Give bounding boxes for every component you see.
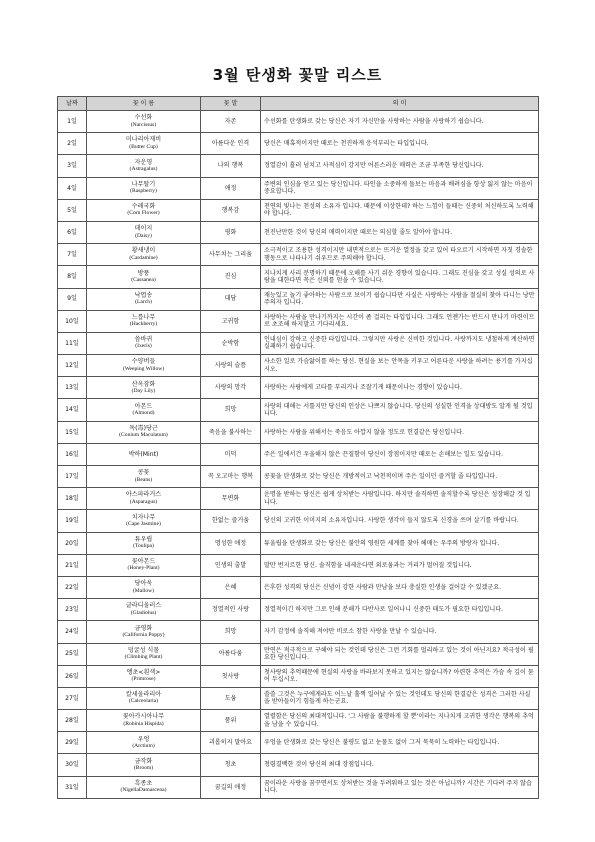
day-cell: 30일 [58, 754, 87, 776]
flower-korean-name: 치자나무 [131, 513, 156, 521]
flower-language-cell: 꼭 오고마는 행복 [201, 466, 261, 488]
table-row [58, 332, 539, 354]
flower-name-cell [87, 288, 201, 310]
flower-korean-name: 금작화 [134, 757, 153, 765]
flower-name-cell [87, 244, 201, 266]
flower-english-name: (Cassanea) [131, 276, 156, 283]
flower-language-cell: 자존 [201, 111, 261, 133]
day-cell: 11일 [58, 332, 87, 354]
day-cell: 17일 [58, 466, 87, 488]
flower-language-cell: 사무치는 그리움 [201, 244, 261, 266]
flower-english-name: (Almond) [132, 410, 155, 417]
flower-korean-name: 느릅나무 [131, 313, 156, 321]
day-cell: 6일 [58, 221, 87, 243]
day-cell: 5일 [58, 199, 87, 221]
flower-korean-name: 칼세올라리아 [125, 691, 162, 699]
flower-korean-name: 우엉 [137, 735, 150, 743]
flower-language-cell: 평화 [201, 221, 261, 243]
flower-language-cell: 진심 [201, 266, 261, 288]
flower-language-cell: 애정 [201, 177, 261, 199]
flower-english-name: (Astragalus) [129, 165, 158, 172]
table-body [58, 111, 539, 799]
meaning-cell: 천연의 빛나는 천성의 소유자 입니다. 때문에 이상한데? 하는 느낌이 들때는 신중히 처신하도록 노력해야 합니다. [261, 199, 539, 221]
day-cell: 1일 [58, 111, 87, 133]
flower-english-name: (NigellaDamascena) [120, 787, 167, 794]
day-cell: 16일 [58, 443, 87, 465]
flower-english-name: (Asparagus) [129, 498, 158, 505]
day-cell: 26일 [58, 665, 87, 687]
table-row [58, 399, 539, 421]
meaning-cell: 자기 감정에 솔직해 져야만 비로소 참한 사랑을 만날 수 있습니다. [261, 621, 539, 643]
day-cell: 21일 [58, 554, 87, 576]
day-cell: 15일 [58, 421, 87, 443]
table-row [58, 221, 539, 243]
flower-language-cell: 사랑의 망각 [201, 377, 261, 399]
flower-language-cell: 사랑의 슬픔 [201, 355, 261, 377]
meaning-cell: 주변의 인심을 얻고 있는 당신입니다. 타인을 소중하게 돌보는 마음과 배려심을 항상 잃지 않는 마음이 중요합니다. [261, 177, 539, 199]
flower-korean-name: 나무딸기 [131, 180, 156, 188]
flower-english-name: (Honey-Plant) [127, 565, 160, 572]
flower-korean-name: 덩굴성 식물 [127, 646, 160, 654]
meaning-cell: 사랑하는 사람을 만나기까지는 시간이 좀 걸리는 타입입니다. 그래도 언젠가는 반드시 만나기 마련이므로 초조해 하지말고 기다리세요. [261, 310, 539, 332]
flower-korean-name: 당아욱 [134, 580, 153, 588]
table-row [58, 443, 539, 465]
meaning-cell: 인내심이 강하고 신중한 타입입니다. 그렇지만 사랑은 신비한 것입니다. 사랑까지도 냉철하게 계산하면 실패하기 쉽습니다. [261, 332, 539, 354]
flower-name-cell [87, 599, 201, 621]
meaning-cell: 정열적이긴 하지만 그로 인해 분해가 다반사로 일어나니 신중한 태도가 필요한 타입입니다. [261, 599, 539, 621]
meaning-cell: 콩꽃을 탄생화로 갖는 당신은 개방적이고 낙천적이며 주은 일이던 즐겨할 줄 타입입니다. [261, 466, 539, 488]
flower-english-name: (Weeping Willow) [122, 365, 165, 372]
flower-language-cell: 대담 [201, 288, 261, 310]
day-cell: 10일 [58, 310, 87, 332]
day-cell: 23일 [58, 599, 87, 621]
table-row [58, 488, 539, 510]
flower-korean-name: 금영화 [134, 624, 153, 632]
meaning-cell: 사소한 일로 가슴앓이를 하는 당신. 현실을 보는 안목을 키우고 어른다운 사랑을 하려는 용기를 가지십시오. [261, 355, 539, 377]
flower-name-cell [87, 532, 201, 554]
flower-korean-name: 황새냉이 [131, 247, 156, 255]
flower-english-name: (California Poppy) [122, 631, 165, 638]
flower-language-cell: 미덕 [201, 443, 261, 465]
meaning-cell: 은후한 성격의 당신은 신념이 강한 사람과 만남을 보다 충실한 인생을 걸어갈 수 있겠군요. [261, 576, 539, 598]
flower-english-name: (Conium Maculatum) [119, 432, 168, 439]
table-row [58, 510, 539, 532]
table-row [58, 621, 539, 643]
flower-name-cell [87, 687, 201, 709]
table-row [58, 133, 539, 155]
table-row [58, 732, 539, 754]
flower-language-cell: 명성한 애정 [201, 532, 261, 554]
table-row [58, 576, 539, 598]
flower-language-cell: 아름다움 [201, 643, 261, 665]
flower-name-cell [87, 510, 201, 532]
flower-korean-name: 박하(Mint) [128, 450, 159, 458]
meaning-cell: 쓸쓸 그것은 누구에게라도 어느날 훌쩍 일어날 수 있는 것인데도 당신의 한결같은 성격은 그러한 사실을 받아들이기 힘들게 하는군요. [261, 687, 539, 709]
header-flower: 꽃 이 름 [87, 97, 201, 111]
flower-korean-name: 아몬드 [134, 402, 153, 410]
flower-english-name: (Day Lily) [131, 387, 156, 394]
flower-name-cell [87, 355, 201, 377]
flower-korean-name: 데이지 [134, 225, 153, 233]
flower-english-name: (Cape Jasmine) [126, 520, 161, 527]
flower-name-cell [87, 332, 201, 354]
meaning-cell: 만연은 적극적으로 구해야 되는 것인데 당신은 그런 기회를 멀리하고 있는 것이 아닌지요? 적극성이 필요한 당신입니다. [261, 643, 539, 665]
flower-korean-name: 콩꽃 [137, 469, 150, 477]
table-row [58, 776, 539, 798]
flower-english-name: (Hackberry) [129, 321, 158, 328]
flower-name-cell [87, 621, 201, 643]
meaning-cell: 사랑하는 사람에게 고타를 부리거나 조잘기게 때문이나는 경향이 있습니다. [261, 377, 539, 399]
table-row [58, 421, 539, 443]
table-row [58, 288, 539, 310]
day-cell: 9일 [58, 288, 87, 310]
flower-language-cell: 고귀함 [201, 310, 261, 332]
flower-korean-name: 아스파라거스 [125, 491, 162, 499]
day-cell: 2일 [58, 133, 87, 155]
flower-name-cell [87, 177, 201, 199]
flower-english-name: (Robinia Hispida) [123, 720, 164, 727]
flower-language-cell: 인생의 출발 [201, 554, 261, 576]
flower-korean-name: 꽃아카시아나무 [122, 713, 165, 721]
flower-language-cell: 나의 행복 [201, 155, 261, 177]
flower-name-cell [87, 776, 201, 798]
table-row [58, 177, 539, 199]
table-row [58, 687, 539, 709]
table-row [58, 754, 539, 776]
flower-name-cell [87, 310, 201, 332]
day-cell: 8일 [58, 266, 87, 288]
flower-language-cell: 꿈길의 애정 [201, 776, 261, 798]
table-row [58, 266, 539, 288]
flower-language-cell: 아름다운 인격 [201, 133, 261, 155]
flower-english-name: (Narcissus) [130, 121, 157, 128]
flower-korean-name: 독(毒)당근 [129, 424, 158, 432]
table-row [58, 643, 539, 665]
table-row [58, 155, 539, 177]
day-cell: 28일 [58, 710, 87, 732]
day-cell: 24일 [58, 621, 87, 643]
day-cell: 31일 [58, 776, 87, 798]
meaning-cell: 당신의 고귀한 이미지의 소유자입니다. 사랑한 생각이 들지 않도록 신경을 쓰며 살기를 바랍니다. [261, 510, 539, 532]
flower-name-cell [87, 421, 201, 443]
flower-korean-name: 산옥잠화 [131, 380, 156, 388]
table-row [58, 111, 539, 133]
day-cell: 25일 [58, 643, 87, 665]
flower-language-cell: 한없는 즐거움 [201, 510, 261, 532]
table-header-row [58, 97, 539, 111]
day-cell: 7일 [58, 244, 87, 266]
flower-language-cell: 첫사랑 [201, 665, 261, 687]
flower-language-cell: 죽음을 불사하는 [201, 421, 261, 443]
flower-language-cell: 괴롭히지 말아요 [201, 732, 261, 754]
flower-english-name: (Arctium) [132, 742, 155, 749]
meaning-cell: 정열감이 흘러 넘치고 사적심이 강지만 어른스러운 매력은 조금 부족한 당신입니다. [261, 155, 539, 177]
table-row [58, 599, 539, 621]
flower-korean-name: 수양버들 [131, 358, 156, 366]
flower-language-cell: 도움 [201, 687, 261, 709]
table-row [58, 244, 539, 266]
table-row [58, 710, 539, 732]
flower-name-cell [87, 133, 201, 155]
day-cell: 27일 [58, 687, 87, 709]
flower-korean-name: 낙엽송 [134, 291, 153, 299]
flower-english-name: (Calceolaria) [128, 698, 159, 705]
flower-language-cell: 품위 [201, 710, 261, 732]
day-cell: 13일 [58, 377, 87, 399]
flower-name-cell [87, 443, 201, 465]
header-meaning: 의 미 [261, 97, 539, 111]
flower-english-name: (Beans) [134, 476, 153, 483]
meaning-cell: 사랑하는 사람을 위해서는 죽음도 아깝지 않을 정도로 헌결같은 당신입니다. [261, 421, 539, 443]
flower-korean-name: 튜우립 [134, 535, 153, 543]
meaning-cell: 소극적이고 조용한 성격이지만 내면적으로는 뜨거운 열정을 갖고 있어 타오르기 시작하면 자칫 경솔한 행동으로 나타나기 쉬우므로 주의해야 합니다. [261, 244, 539, 266]
flower-name-cell [87, 466, 201, 488]
flower-name-cell [87, 732, 201, 754]
flower-korean-name: 꽃아몬드 [131, 558, 156, 566]
table-row [58, 199, 539, 221]
flower-name-cell [87, 155, 201, 177]
flower-name-cell [87, 377, 201, 399]
flower-name-cell [87, 488, 201, 510]
table-row [58, 665, 539, 687]
header-day: 날짜 [58, 97, 87, 111]
flower-korean-name: 자운영 [134, 158, 153, 166]
flower-korean-name: 글라디올러스 [125, 602, 162, 610]
flower-name-cell [87, 643, 201, 665]
flower-name-cell [87, 576, 201, 598]
meaning-cell: 꿈이라운 사랑을 꿈꾸면서도 상처받는 것을 두려워하고 있는 것은 아닙니까? 시간은 기다려 주지 않습니다. [261, 776, 539, 798]
page-title: 3월 탄생화 꽃말 리스트 [212, 66, 383, 84]
meaning-cell: 지나치게 사리 분명하기 때문에 오해를 사기 쉬운 경향이 있습니다. 그래도 진심을 갖고 성실 성의로 사람을 대한다면 꼭은 신뢰를 얻을 수 있습니다. [261, 266, 539, 288]
flower-korean-name: 앵초<흰색> [126, 668, 161, 676]
meaning-cell: 청렴결백한 것이 당신의 최대 장점입니다. [261, 754, 539, 776]
flower-language-cell: 희망 [201, 621, 261, 643]
flower-language-cell: 정열적인 사랑 [201, 599, 261, 621]
flower-language-cell: 희망 [201, 399, 261, 421]
meaning-cell: 운명을 받하는 당신은 쉽게 상처받는 사람입니다. 하지만 솔직하면 솔직할수록 당신은 성장해갈 것 입니다. [261, 488, 539, 510]
meaning-cell: 당신은 매혹적이지만 때로는 천진하게 응석부리는 타입입니다. [261, 133, 539, 155]
flower-english-name: (Butter Cup) [129, 143, 158, 150]
meaning-cell: 말만 번지르한 당신. 솔직함을 내세운다면 외로움과는 거리가 멀어질 것입니다. [261, 554, 539, 576]
flower-english-name: (Larch) [135, 299, 152, 306]
meaning-cell: 튜울립을 탄생화로 갖는 당신은 불안의 영원한 세계를 찾아 헤매는 우주의 방랑자 입니다. [261, 532, 539, 554]
flower-english-name: (Broom) [133, 765, 154, 772]
flower-english-name: (Raspberry) [130, 188, 157, 195]
flower-english-name: (Toulipa) [133, 543, 154, 550]
flower-english-name: (Climbing Plant) [124, 654, 163, 661]
flower-english-name: (Daisy) [135, 232, 152, 239]
flower-name-cell [87, 754, 201, 776]
flower-korean-name: 미나리아재비 [125, 136, 162, 144]
flower-language-cell: 행복감 [201, 199, 261, 221]
day-cell: 22일 [58, 576, 87, 598]
day-cell: 3일 [58, 155, 87, 177]
flower-name-cell [87, 266, 201, 288]
flower-english-name: (Corn Flower) [127, 210, 160, 217]
flower-name-cell [87, 399, 201, 421]
flower-korean-name: 방풍 [137, 269, 150, 277]
meaning-cell: 천진난만한 것이 당신의 매력이지만 때로는 의심할 줄도 알아야 합니다. [261, 221, 539, 243]
meaning-cell: 열렬함은 당신의 최대적입니다. '그 사람을 불행하게 할 뿐'이라는 지나치게 고귀한 생각은 행복의 추억을 남을 수 있습니다. [261, 710, 539, 732]
flower-language-cell: 청초 [201, 754, 261, 776]
flower-table [57, 96, 539, 799]
day-cell: 4일 [58, 177, 87, 199]
table-row [58, 377, 539, 399]
flower-language-cell: 은혜 [201, 576, 261, 598]
meaning-cell: 첫사랑의 추억때문에 현실의 사랑을 바라보지 못하고 있지는 않습니까? 아련한 추억은 가슴 속 깊이 묻어 두십시오. [261, 665, 539, 687]
table-row [58, 466, 539, 488]
flower-name-cell [87, 554, 201, 576]
flower-korean-name: 흑종초 [134, 779, 153, 787]
flower-english-name: (Gladiolus) [130, 609, 157, 616]
table-row [58, 355, 539, 377]
meaning-cell: 주은 일에서건 우울해지 않은 끈질함이 당신이 장점이지만 때로는 손해보는 일도 있습니다. [261, 443, 539, 465]
table-row [58, 310, 539, 332]
day-cell: 18일 [58, 488, 87, 510]
meaning-cell: 사랑의 대해는 서툴지만 당신의 인상은 나쁘지 않습니다. 당신의 성실한 인격을 상대방도 알게 될 것입니다. [261, 399, 539, 421]
flower-english-name: (Cardamine) [129, 254, 158, 261]
flower-language-cell: 무변화 [201, 488, 261, 510]
table-row [58, 554, 539, 576]
day-cell: 20일 [58, 532, 87, 554]
meaning-cell: 우엉을 탄생화로 갖는 당신은 불평도 없고 눈물도 없이 그저 묵묵히 노력하는 타입입니다. [261, 732, 539, 754]
flower-korean-name: 씀바귀 [134, 336, 153, 344]
flower-name-cell [87, 199, 201, 221]
flower-language-cell: 순박함 [201, 332, 261, 354]
day-cell: 14일 [58, 399, 87, 421]
flower-english-name: (Ixeris) [135, 343, 152, 350]
table-row [58, 532, 539, 554]
flower-english-name: (Primrose) [131, 676, 156, 683]
header-language: 꽃 말 [201, 97, 261, 111]
meaning-cell: 재능있고 놀기 좋아하는 사람으로 보이기 쉽습니다만 사실은 사랑하는 사람을 절실히 찾아 다니는 낭만주의자 입니다. [261, 288, 539, 310]
day-cell: 19일 [58, 510, 87, 532]
flower-english-name: (Mallow) [132, 587, 155, 594]
meaning-cell: 수선화를 탄생화로 갖는 당신은 자기 자신만을 사랑하는 사람을 사랑하기 쉽습니다. [261, 111, 539, 133]
flower-korean-name: 수레국화 [131, 203, 156, 211]
day-cell: 12일 [58, 355, 87, 377]
flower-name-cell [87, 111, 201, 133]
flower-name-cell [87, 710, 201, 732]
flower-name-cell [87, 665, 201, 687]
flower-korean-name: 수선화 [134, 114, 153, 122]
day-cell: 29일 [58, 732, 87, 754]
flower-name-cell [87, 221, 201, 243]
